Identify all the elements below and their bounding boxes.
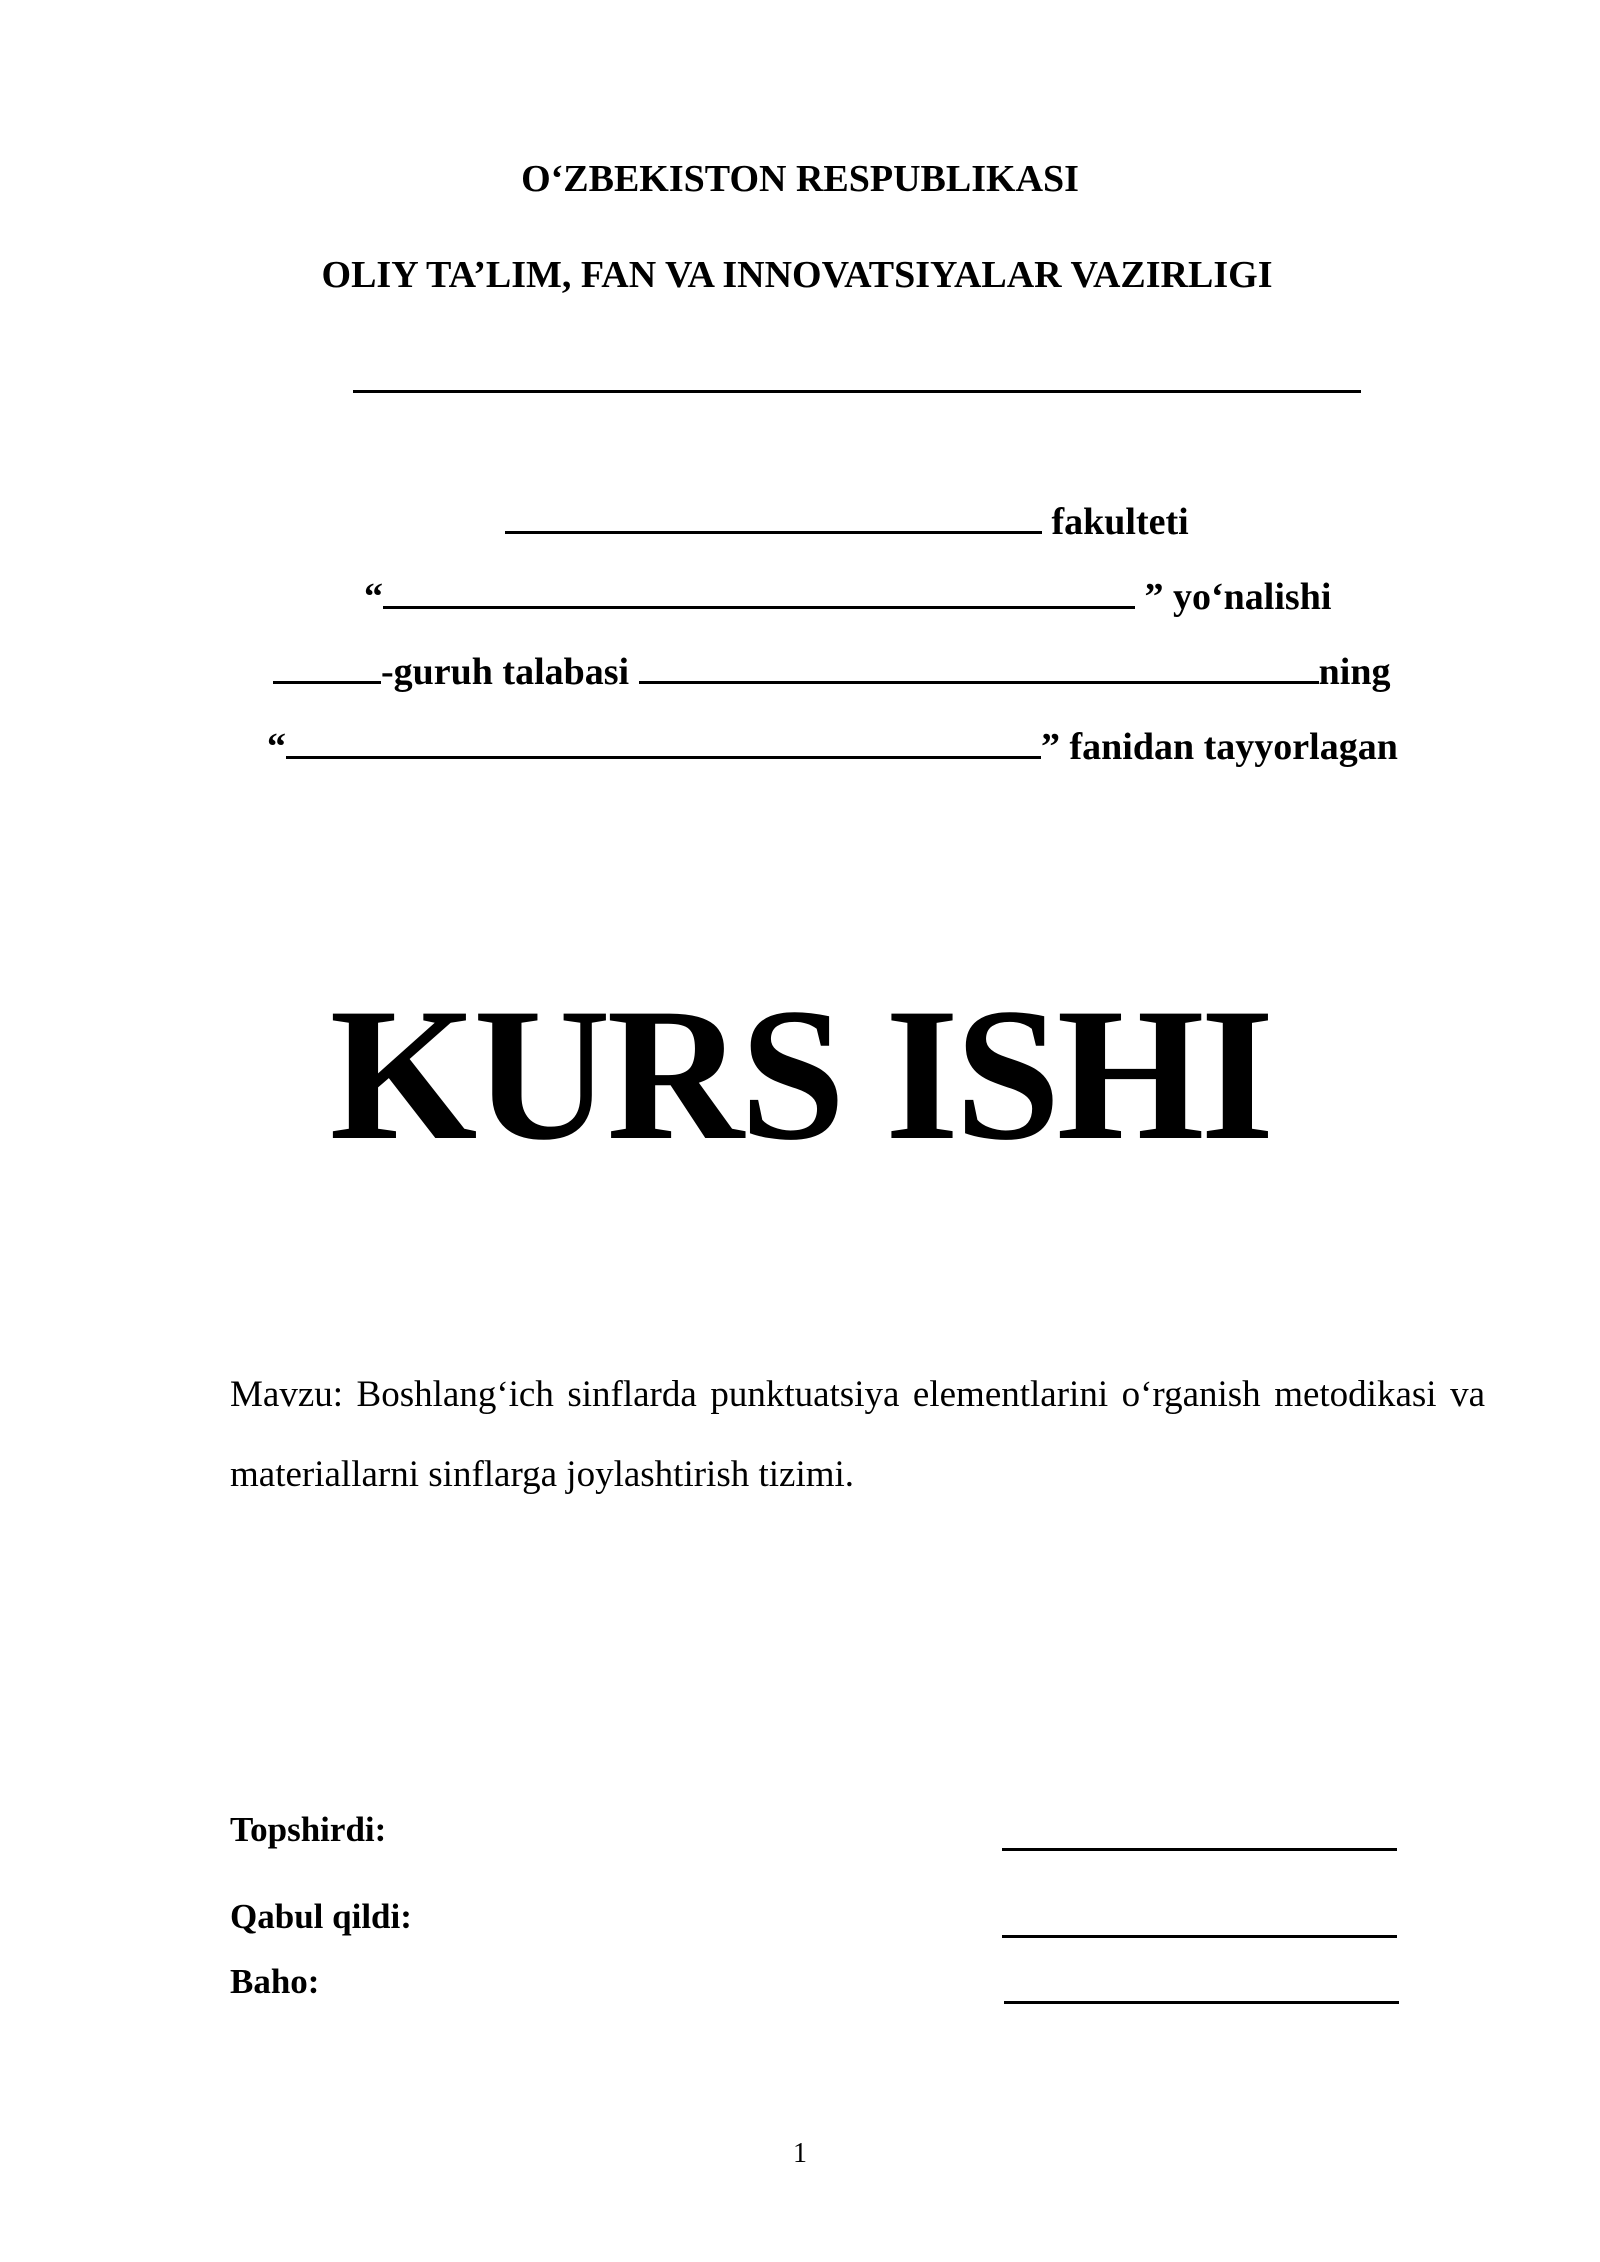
- accepted-label: Qabul qildi:: [230, 1897, 412, 1936]
- subject-blank: [286, 722, 1041, 759]
- direction-blank: [383, 572, 1135, 609]
- subject-open-quote: “: [267, 726, 286, 768]
- student-name-blank: [639, 647, 1319, 684]
- page-number: 1: [793, 2138, 807, 2169]
- header-country: O‘ZBEKISTON RESPUBLIKASI: [521, 158, 1079, 200]
- subject-row: [267, 722, 1398, 769]
- group-blank: [273, 647, 381, 684]
- university-name-line: [353, 390, 1361, 393]
- submitted-label: Topshirdi:: [230, 1810, 387, 1849]
- grade-label: Baho:: [230, 1962, 320, 2001]
- topic-text: Mavzu: Boshlang‘ich sinflarda punktuatsiya elementlarini o‘rganish metodikasi va materiallarni sinflarga joylashtirish tizimi.: [230, 1374, 1485, 1495]
- student-row: [273, 647, 1390, 694]
- group-label: -guruh talabasi: [381, 651, 630, 693]
- subject-label: ” fanidan tayyorlagan: [1041, 726, 1398, 768]
- document-title: KURS ISHI: [329, 970, 1271, 1180]
- direction-row: [364, 572, 1331, 619]
- faculty-row: [505, 497, 1189, 544]
- header-ministry: OLIY TA’LIM, FAN VA INNOVATSIYALAR VAZIRLIGI: [321, 254, 1273, 296]
- student-label: ning: [1318, 651, 1391, 693]
- submitted-signature-line: [1002, 1848, 1397, 1851]
- direction-open-quote: “: [364, 576, 383, 618]
- accepted-signature-line: [1002, 1935, 1397, 1938]
- grade-line: [1004, 2001, 1399, 2004]
- direction-label: ” yo‘nalishi: [1144, 576, 1332, 618]
- faculty-blank: [505, 497, 1042, 534]
- faculty-label: fakulteti: [1051, 501, 1189, 543]
